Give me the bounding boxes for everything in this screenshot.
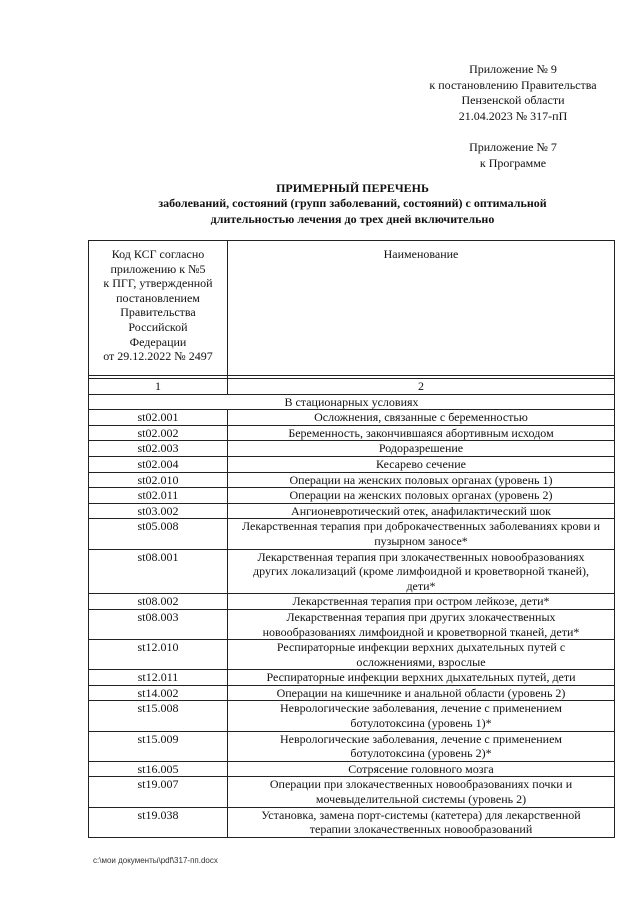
ksg-table	[88, 240, 615, 838]
table-row	[89, 503, 615, 519]
row-name-line: Осложнения, связанные с беременностью	[314, 410, 528, 425]
row-code: st08.002	[89, 594, 228, 610]
table-row	[89, 807, 615, 837]
appendix-line: 21.04.2023 № 317-пП	[458, 108, 568, 123]
row-name	[228, 670, 615, 686]
title-main: ПРИМЕРНЫЙ ПЕРЕЧЕНЬ	[276, 181, 429, 195]
row-code: st15.009	[89, 731, 228, 761]
row-code: st02.003	[89, 441, 228, 457]
appendix-line: Приложение № 7	[469, 140, 557, 155]
row-name	[228, 549, 615, 594]
appendix-line: к постановлению Правительства	[429, 77, 597, 92]
row-name	[228, 640, 615, 670]
row-code: st12.011	[89, 670, 228, 686]
row-name-line: Лекарственная терапия при доброкачественных заболеваниях крови и	[241, 519, 601, 534]
table-row	[89, 761, 615, 777]
row-name-line: Установка, замена порт-системы (катетера) для лекарственной	[261, 807, 581, 822]
header-code-line: постановлением	[116, 290, 200, 305]
row-code: st05.008	[89, 519, 228, 549]
table-row	[89, 609, 615, 639]
header-code-line: приложению к №5	[110, 261, 206, 276]
header-code-line: Федерации	[129, 334, 187, 349]
column-number: 2	[228, 379, 615, 395]
row-code: st19.038	[89, 807, 228, 837]
row-name	[228, 609, 615, 639]
row-name-line: Беременность, закончившаяся абортивным исходом	[288, 425, 554, 440]
row-code: st02.010	[89, 472, 228, 488]
row-name	[228, 503, 615, 519]
header-name-cell: Наименование	[228, 241, 615, 376]
column-number: 1	[89, 379, 228, 395]
table-row	[89, 410, 615, 426]
row-name	[228, 456, 615, 472]
row-name	[228, 519, 615, 549]
appendix-line: к Программе	[479, 155, 547, 170]
row-code: st16.005	[89, 761, 228, 777]
row-name	[228, 777, 615, 807]
row-name-line: ботулотоксина (уровень 2)*	[350, 746, 492, 761]
row-name	[228, 701, 615, 731]
table-row	[89, 488, 615, 504]
table-row	[89, 425, 615, 441]
table-row	[89, 441, 615, 457]
table-row	[89, 594, 615, 610]
table-row	[89, 519, 615, 549]
row-name-line: Операции на кишечнике и анальной области (уровень 2)	[276, 685, 566, 700]
table-row	[89, 670, 615, 686]
header-code-line: от 29.12.2022 № 2497	[103, 349, 213, 364]
row-name	[228, 425, 615, 441]
column-number-row	[89, 379, 615, 395]
section-row	[89, 394, 615, 410]
row-name-line: Неврологические заболевания, лечение с применением	[279, 701, 563, 716]
row-name-line: мочевыделительной системы (уровень 2)	[315, 792, 527, 807]
file-path-footer: c:\мои документы\pdf\317-пп.docx	[93, 856, 218, 865]
row-name-line: Респираторные инфекции верхних дыхательных путей с	[276, 640, 566, 655]
header-code-line: Российской	[128, 319, 188, 334]
row-code: st02.002	[89, 425, 228, 441]
row-name	[228, 594, 615, 610]
title-sub: заболеваний, состояний (групп заболеваний, состояний) с оптимальной	[158, 196, 547, 211]
row-code: st02.001	[89, 410, 228, 426]
table-row	[89, 472, 615, 488]
table-row	[89, 685, 615, 701]
row-code: st08.003	[89, 609, 228, 639]
row-name-line: других локализаций (кроме лимфоидной и кроветворной тканей),	[253, 564, 589, 579]
row-code: st19.007	[89, 777, 228, 807]
table-row	[89, 731, 615, 761]
row-name	[228, 488, 615, 504]
title-sub: длительностью лечения до трех дней включительно	[210, 211, 495, 226]
header-code-line: Правительства	[120, 305, 196, 320]
row-code: st03.002	[89, 503, 228, 519]
row-name-line: осложнениями, взрослые	[356, 654, 486, 669]
appendix-reference	[400, 62, 626, 172]
header-code-cell	[89, 241, 228, 376]
row-name	[228, 410, 615, 426]
row-name-line: Респираторные инфекции верхних дыхательных путей, дети	[266, 670, 576, 685]
appendix-line: Приложение № 9	[469, 62, 557, 76]
row-code: st14.002	[89, 685, 228, 701]
row-name-line: Кесарево сечение	[376, 456, 466, 471]
row-name	[228, 731, 615, 761]
row-name-line: новообразованиях лимфоидной и кроветворной тканей, дети*	[262, 624, 580, 639]
appendix-line: Пензенской области	[461, 93, 565, 108]
header-code-line: Код КСГ согласно	[111, 247, 205, 261]
row-code: st15.008	[89, 701, 228, 731]
row-name-line: Лекарственная терапия при злокачественных новообразованиях	[257, 549, 585, 564]
row-name-line: Операции на женских половых органах (уровень 2)	[289, 488, 553, 503]
row-name-line: Операции на женских половых органах (уровень 1)	[289, 472, 553, 487]
table-row	[89, 701, 615, 731]
section-title: В стационарных условиях	[89, 394, 615, 410]
row-code: st12.010	[89, 640, 228, 670]
table-row	[89, 777, 615, 807]
row-name-line: Сотрясение головного мозга	[348, 761, 494, 776]
table-row	[89, 640, 615, 670]
row-name-line: Лекарственная терапия при других злокачественных	[286, 609, 556, 624]
row-name-line: Операции при злокачественных новообразованиях почки и	[269, 777, 573, 792]
row-name	[228, 472, 615, 488]
row-code: st08.001	[89, 549, 228, 594]
row-name	[228, 441, 615, 457]
row-name-line: ботулотоксина (уровень 1)*	[350, 716, 492, 731]
row-name-line: Неврологические заболевания, лечение с применением	[279, 731, 563, 746]
row-name-line: пузырном заносе*	[374, 533, 468, 548]
row-name-line: терапии злокачественных новообразований	[309, 822, 533, 837]
row-name-line: дети*	[406, 578, 436, 593]
header-code-line: к ПГГ, утвержденной	[103, 276, 213, 291]
table-row	[89, 549, 615, 594]
table-header-row	[89, 241, 615, 376]
row-code: st02.004	[89, 456, 228, 472]
table-row	[89, 456, 615, 472]
row-name	[228, 685, 615, 701]
row-name-line: Лекарственная терапия при остром лейкозе, дети*	[292, 594, 550, 609]
row-name-line: Ангионевротический отек, анафилактический шок	[291, 503, 551, 518]
row-code: st02.011	[89, 488, 228, 504]
document-title	[80, 181, 625, 227]
row-name-line: Родоразрешение	[378, 441, 464, 456]
row-name	[228, 761, 615, 777]
row-name	[228, 807, 615, 837]
